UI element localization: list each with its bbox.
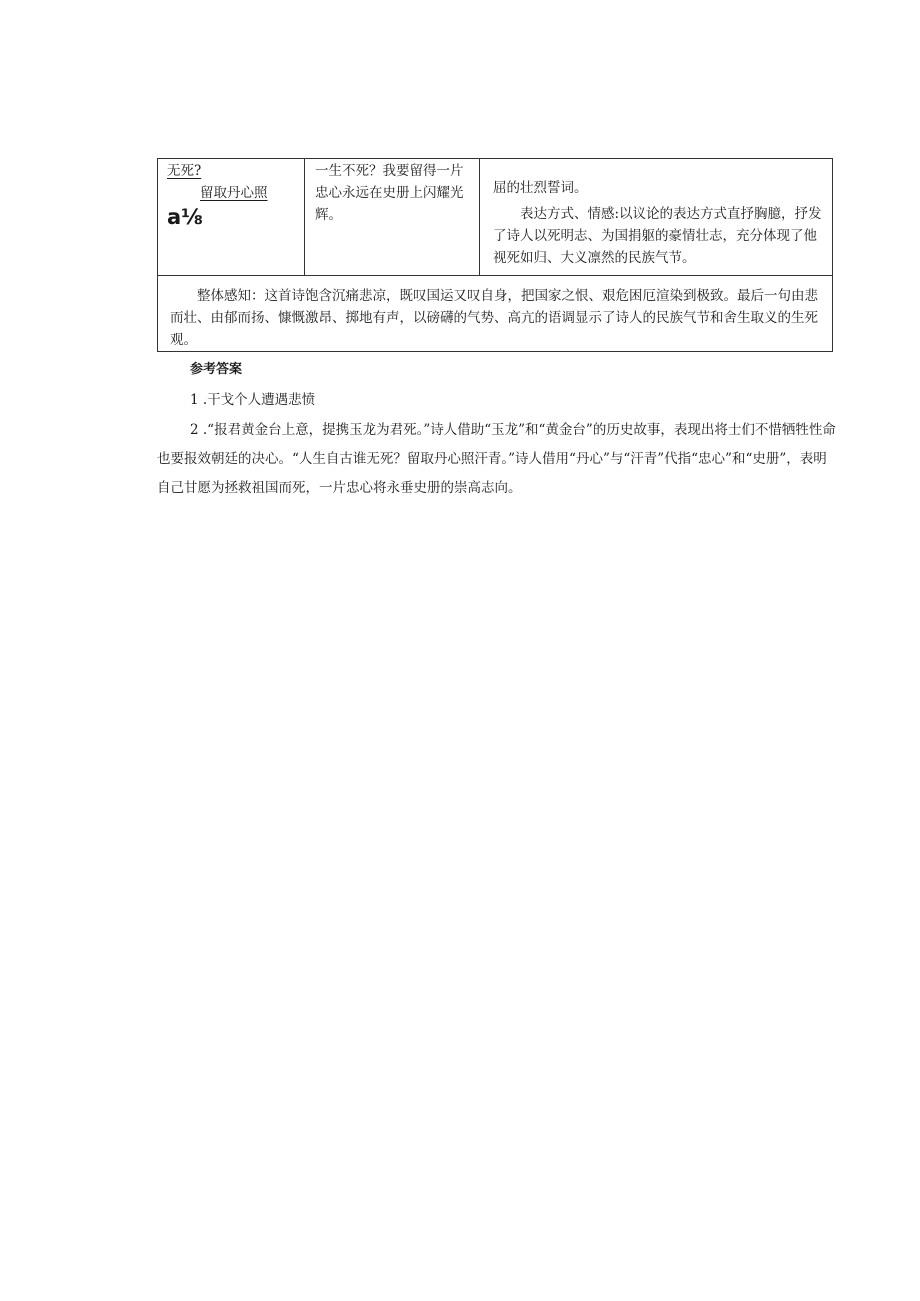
garbled-symbol: a⅛ <box>167 205 203 229</box>
answer-section <box>157 359 837 503</box>
poem-analysis-table <box>157 158 833 352</box>
table-summary-row: 整体感知：这首诗饱含沉痛悲凉，既叹国运又叹自身，把国家之恨、艰危困厄渲染到极致。最后一句由悲而壮、由郁而扬、慷慨激昂、掷地有声，以磅礴的气势、高亢的语调显示了诗人的民族气节和舍生取义的生死观。 <box>170 288 818 348</box>
table-cell-analysis <box>480 159 832 275</box>
analysis-paragraph: 表达方式、情感:以议论的表达方式直抒胸臆，抒发了诗人以死明志、为国捐躯的豪情壮志，充分体现了他视死如归、大义凛然的民族气节。 <box>493 206 822 266</box>
original-text-line: 留取丹心照 <box>200 185 268 201</box>
table-cell-translation: 一生不死？我要留得一片忠心永远在史册上闪耀光辉。 <box>305 159 480 275</box>
answer-item-2: 2 .“报君黄金台上意，提携玉龙为君死。”诗人借助“玉龙”和“黄金台”的历史故事，表现出将士们不惜牺牲性命也要报效朝廷的决心。“人生自古谁无死？留取丹心照汗青。”诗人借用“丹心”与“汗青”代指“忠心”和“史册”，表明自己甘愿为拯救祖国而死，一片忠心将永垂史册的崇高志向。 <box>157 422 836 496</box>
table-cell-original-text <box>158 159 305 275</box>
table-row <box>158 159 832 276</box>
analysis-paragraph: 屈的壮烈誓词。 <box>493 180 588 196</box>
answer-item-1: 1 .干戈个人遭遇悲愤 <box>190 392 316 408</box>
original-text-line: 无死? <box>167 163 202 179</box>
answer-title: 参考答案 <box>190 362 243 377</box>
